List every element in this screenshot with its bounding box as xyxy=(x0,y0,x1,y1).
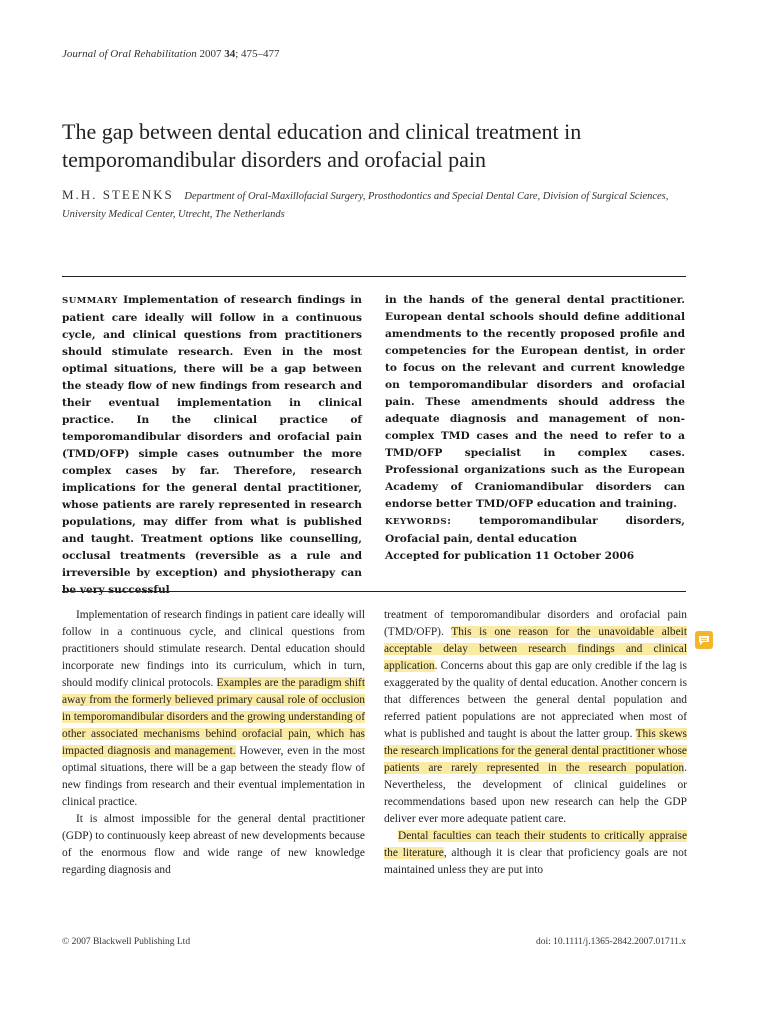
body-text: , although it is clear that proficiency goals are not maintained unless they are put into xyxy=(384,847,688,876)
accepted-date: Accepted for publication 11 October 2006 xyxy=(385,550,635,562)
body-text: treatment of temporomandibular disorders and orofacial pain (TMD/OFP). xyxy=(384,609,687,638)
journal-name: Journal of Oral Rehabilitation xyxy=(62,48,197,60)
highlighted-text[interactable]: This is one reason for the unavoidable albeit acceptable delay between research findings and clinical application xyxy=(384,626,688,672)
body-paragraph xyxy=(384,607,687,828)
top-divider xyxy=(62,276,686,277)
keywords-label: KEYWORDS xyxy=(385,517,448,527)
highlighted-text[interactable]: Examples are the paradigm shift away from the formerly believed primary causal role of occlusion in temporomandibular disorders and the growing understanding of other associated mechanisms behind orofacial pain, which has impacted diagnosis and management. xyxy=(62,677,365,757)
comment-icon-graphic xyxy=(694,630,714,650)
journal-year: 2007 xyxy=(199,48,222,60)
body-text: . Nevertheless, the development of clinical guidelines or recommendations based upon new research can help the GDP deliver ever more adequate patient care. xyxy=(384,762,687,825)
author-affiliation: Department of Oral-Maxillofacial Surgery, Prosthodontics and Special Dental Care, Division of Surgical Sciences, University Medical Center, Utrecht, The Netherlands xyxy=(62,191,669,220)
abstract-left-column xyxy=(62,292,362,599)
journal-pages: ; 475–477 xyxy=(235,48,280,60)
body-paragraph xyxy=(62,607,365,811)
body-right-column xyxy=(384,607,687,879)
highlighted-text[interactable]: Dental faculties can teach their students to critically appraise the literature xyxy=(384,830,687,859)
summary-text-left: Implementation of research findings in patient care ideally will follow in a continuous cycle, and clinical questions from practitioners should stimulate research. Even in the most optimal situations, there will be a gap between the steady flow of new findings from research and their eventual implementation in clinical practice. In the clinical practice of temporomandibular disorders and orofacial pain (TMD/OFP) simple cases outnumber the more complex cases by far. Therefore, research implications for the general dental practitioner, whose patients are rarely represented in research populations, may differ from what is published and taught. Treatment options like counselling, occlusal treatments (reversible as a rule and irreversible by exception) and physiotherapy can be very successful xyxy=(62,294,362,596)
journal-reference xyxy=(62,48,280,60)
body-paragraph: It is almost impossible for the general dental practitioner (GDP) to continuously keep abreast of new developments because of the enormous flow and wide range of new knowledge regarding diagnosis and xyxy=(62,813,365,876)
body-text: However, even in the most optimal situations, there will be a gap between the steady flow of new findings from research and their eventual implementation in clinical practice. xyxy=(62,745,365,808)
abstract-right-column xyxy=(385,292,685,565)
keywords-text: : temporomandibular disorders, Orofacial pain, dental education xyxy=(385,515,685,545)
body-text: . Concerns about this gap are only credible if the lag is exaggerated by the quality of dental education. Another concern is that differences between the general dental population and referred patient populations are not appreciated when most of what is published and taught is about the latter group. xyxy=(384,660,687,740)
body-left-column xyxy=(62,607,365,879)
footer-doi: doi: 10.1111/j.1365-2842.2007.01711.x xyxy=(535,937,686,947)
article-title: The gap between dental education and clinical treatment in temporomandibular disorders and orofacial pain xyxy=(62,119,582,172)
summary-text-right: in the hands of the general dental practitioner. European dental schools should define additional amendments to the recently proposed profile and competencies for the European dentist, in order to focus on the relevant and current knowledge on temporomandibular disorders and orofacial pain. These amendments should address the adequate diagnosis and management of non-complex TMD cases and the need to refer to a TMD/OFP specialist in complex cases. Professional organizations such as the European Academy of Craniomandibular disorders can endorse better TMD/OFP education and training. xyxy=(385,294,685,510)
author-block xyxy=(62,186,702,224)
highlighted-text[interactable]: This skews the research implications for the general dental practitioner whose patients are rarely represented in the research population xyxy=(384,728,687,774)
footer-copyright: © 2007 Blackwell Publishing Ltd xyxy=(62,937,191,947)
keywords xyxy=(385,513,685,548)
bottom-divider xyxy=(62,591,686,592)
abstract-summary xyxy=(62,292,362,599)
summary-label: SUMMARY xyxy=(62,296,118,306)
author-name: M.H. STEENKS xyxy=(62,187,174,202)
comment-icon[interactable] xyxy=(694,630,714,650)
body-text: Implementation of research findings in patient care ideally will follow in a continuous cycle, and clinical questions from practitioners should stimulate research. Dental education should incorporate new findings into its curriculum, which in turn, should modify clinical protocols. xyxy=(62,609,365,689)
journal-volume: 34 xyxy=(224,48,236,60)
body-paragraph xyxy=(384,828,687,879)
